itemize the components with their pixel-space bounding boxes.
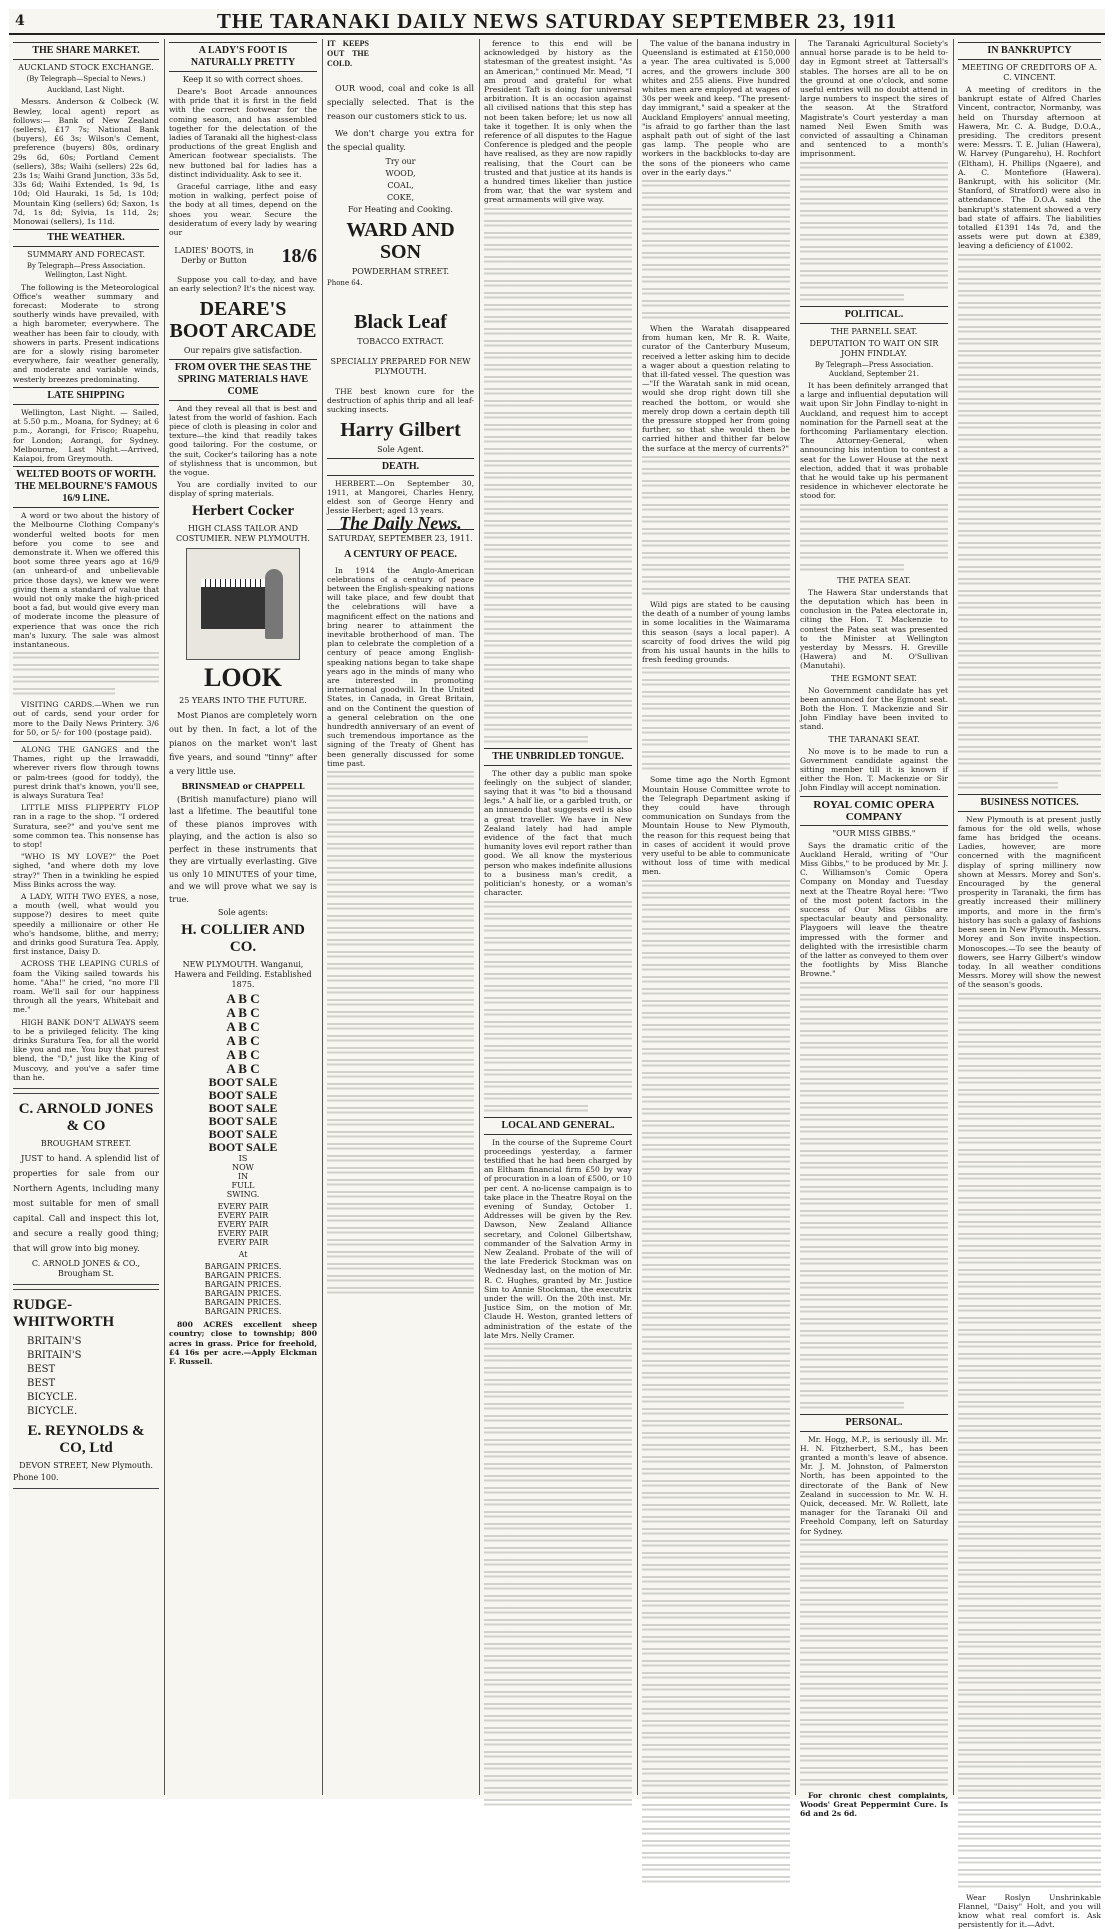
boot-sale-block: BOOT SALE BOOT SALE BOOT SALE BOOT SALE BOOT SALE BOOT SALE xyxy=(208,1075,278,1155)
extra-charge-text: We don't charge you extra for the special quality. xyxy=(327,128,474,152)
political-heading: POLITICAL. xyxy=(800,306,948,324)
cordially-text: You are cordially invited to our display of spring materials. xyxy=(169,480,317,499)
death-notice: HERBERT.—On September 30, 1911, at Mangorei, Charles Henry, eldest son of George Henry and Jessie Herbert; aged 13 years. xyxy=(327,478,474,516)
editorial-date: SATURDAY, SEPTEMBER 23, 1911. xyxy=(328,533,473,543)
rudge-whitworth-ad xyxy=(13,1289,159,1489)
collier-name: H. COLLIER AND CO. xyxy=(181,922,305,956)
lady-foot-heading: A LADY'S FOOT IS NATURALLY PRETTY xyxy=(169,42,317,72)
egmont-heading: THE EGMONT SEAT. xyxy=(831,673,917,683)
ad-lady: A LADY, WITH TWO EYES, a nose, a mouth (well, what would you suppose?) desires to meet quite speedily a millionaire or other He who's handsome, blithe, and merry; and drinks good Suratura Tea. Apply, first instance, Daisy D. xyxy=(13,892,159,957)
reynolds-phone: Phone 100. xyxy=(13,1473,59,1483)
column-4 xyxy=(484,39,632,1795)
coal-label: COAL, xyxy=(387,181,414,190)
column-7 xyxy=(958,39,1101,1929)
local-general-heading: LOCAL AND GENERAL. xyxy=(484,1117,632,1135)
personal-text: Mr. Hogg, M.P., is seriously ill. Mr. H. N. Fitzherbert, S.M., has been granted a month's leave of absence. Mr. J. M. Johnston, of Palmerston North, has been appointed to the directorate of the Bank of New Zealand in succession to Mr. W. H. Quick, deceased. Mr. W. Rollett, late manager for the Taranaki Oil and Freehold Company, left on Saturday for Sydney. xyxy=(800,1434,948,1536)
ad-hunk: HIGH BANK DON'T ALWAYS seem to be a privileged felicity. The king drinks Suratura Tea, for all the world like you and me. You buy that purest blend, the "D," just like the King of Muscovy, and you've a safer time than he. xyxy=(13,1017,159,1082)
ward-phone: Phone 64. xyxy=(327,279,363,287)
weather-heading: THE WEATHER. xyxy=(13,229,159,247)
weather-subheading: SUMMARY AND FORECAST. xyxy=(27,250,145,260)
heating-label: For Heating and Cooking. xyxy=(348,205,453,214)
century-heading: A CENTURY OF PEACE. xyxy=(344,548,457,560)
visiting-cards-notice: VISITING CARDS.—When we run out of cards, send your order for more to the Daily News Printery. 3/6 for 50, or 5/- for 100 (postage paid). xyxy=(13,700,159,737)
business-notices-text: New Plymouth is at present justly famous for the old wells, whose fame has bridged the oceans. Ladies, however, are more concerned with the magnificent display of spring millinery now shown at Messrs. Morey and Son's. Encouraged by the general prosperity in Taranaki, the firm has greatly increased their millinery imports, and more in the firm's history has such a galaxy of fashions been seen in New Plymouth. Messrs. Morey and Son invite inspection. Monoscopes.—To see the beauty of flowers, see Harry Gilbert's window today. In all weather conditions Messrs. Morey will show the newest of the season's goods. xyxy=(958,814,1101,990)
bankruptcy-heading: IN BANKRUPTCY xyxy=(958,42,1101,60)
wood-label: WOOD, xyxy=(385,169,416,178)
comic-opera-sub: "OUR MISS GIBBS." xyxy=(832,828,916,838)
parnell-byline: By Telegraph—Press Association. Auckland, September 21. xyxy=(814,360,934,378)
bankruptcy-text: A meeting of creditors in the bankrupt estate of Alfred Charles Vincent, contractor, Normanby, was held on Thursday afternoon at Hawera, Mr. C. A. Budge, D.O.A., presiding. The creditors present were: Messrs. T. E. Julian (Hawera), W. Harvey (Pungarehu), H. Rochfort (Eltham), H. Phillips (Ngaere), and A. C. Montefiore (Hawera). Bankrupt, with his solicitor (Mr. Stanford, of Stratford) were also in attendance. The D.O.A. said the bankrupt's statement showed a very bad state of affairs. The liabilities totalled £1391 14s 7d, and the assets were put down at £389, leaving a deficiency of £1002. xyxy=(958,85,1101,251)
taranaki-heading: THE TARANAKI SEAT. xyxy=(828,734,920,744)
share-report: Messrs. Anderson & Colbeck (W. Bewley, local agent) report as follows:— Bank of New Zealand (sellers), £17 7s; National Bank (buyers), £6 3s; Wilson's Cement, preference (buyers) 80s, ordinary 29s 6d, 60s; Portland Cement (sellers), 38s; Waihi (sellers) 22s 6d, 23s 1s; Waihi Grand Junction, 33s 5d, 33s 6d; Waihi Extended, 1s 9d, 1s 10d; Old Hauraki, 1s 5d, 1s 10d; Mountain King (sellers) 6d; Saxon, 1s 7d, 1s 8d; Sylvia, 1s 11d, 2s; Monowai (sellers), 1s 11d. xyxy=(13,97,159,227)
harry-gilbert: Harry Gilbert xyxy=(340,418,461,441)
deare-tagline: Our repairs give satisfaction. xyxy=(183,345,303,355)
dateline: Auckland, Last Night. xyxy=(47,86,125,95)
herbert-cocker: Herbert Cocker xyxy=(191,502,295,519)
bankruptcy-sub: MEETING OF CREDITORS OF A. C. VINCENT. xyxy=(961,63,1098,82)
column-3 xyxy=(327,39,474,1795)
column-rule xyxy=(322,39,323,1795)
newspaper-page xyxy=(9,8,1105,1929)
roslyn-flannel-ad: Wear Roslyn Unshrinkable Flannel, "Daisy" Holt, and you will know what real comfort is. Ask persistently for it.—Advt. xyxy=(958,1892,1101,1929)
keeps-out-cold: IT KEEPS OUT THE COLD. xyxy=(327,39,369,68)
byline: (By Telegraph—Special to News.) xyxy=(26,75,146,83)
every-pair-block: EVERY PAIR EVERY PAIR EVERY PAIR EVERY PAIR EVERY PAIR xyxy=(217,1202,269,1248)
specially-prepared: SPECIALLY PREPARED FOR NEW PLYMOUTH. xyxy=(330,357,471,376)
wild-pigs-text: Wild pigs are stated to be causing the death of a number of young lambs in some localities in the Waimarama this season (says a local paper). A scarcity of food drives the wild pig from his usual haunts in the hills to fresh feeding grounds. xyxy=(642,599,790,665)
page-number: 4 xyxy=(15,13,25,29)
overseas-text: And they reveal all that is best and latest from the world of fashion. Each piece of cloth is pleasing in color and texture—the kind that readily takes good tailoring. For the costume, or the suit, Cocker's tailoring has a note of stylishness that is uncommon, but the vogue. xyxy=(169,403,317,478)
column-rule xyxy=(164,39,165,1795)
arnold-jones-name: C. ARNOLD JONES & CO xyxy=(18,1101,154,1135)
column-6 xyxy=(800,39,948,1819)
coke-label: COKE, xyxy=(386,193,415,202)
arbitration-continued: ference to this end will be acknowledged by history as the statesman of the greatest insight. "As an American," continued Mr. Mead, "I am proud and grateful for what President Taft is doing for universal arbitration. It is an occasion against all civilised nations that this step has not been taken before; let us now all take it together. It is only when the reference of all disputes to the Hague Conference is pledged and the people have realised, as they are now rapidly realising, that the Court can be trusted and that justice at its hands is a hundred times likelier than justice from war, that the war system and great armaments will give way. xyxy=(484,39,632,205)
ad-curls: ACROSS THE LEAPING CURLS of foam the Viking sailed towards his home. "Aha!" he cried, "no more I'll roam. We'll sail for our happiness through all the years, Whitebait and me." xyxy=(13,959,159,1015)
try-label: Try our xyxy=(385,157,416,166)
business-notices-heading: BUSINESS NOTICES. xyxy=(958,794,1101,812)
at-label: At xyxy=(238,1250,248,1260)
aphis-text: THE best known cure for the destruction of aphis thrip and all leaf-sucking insects. xyxy=(327,387,474,415)
arnold-jones-ad xyxy=(13,1093,159,1285)
ladies-boots-price-row xyxy=(169,241,317,271)
tobacco-extract: TOBACCO EXTRACT. xyxy=(357,337,444,346)
weather-byline: By Telegraph—Press Association. Wellington, Last Night. xyxy=(26,262,146,280)
column-rule xyxy=(479,39,480,1795)
chest-complaints-ad: For chronic chest complaints, Woods' Great Peppermint Cure. Is 6d and 2s 6d. xyxy=(800,1790,948,1819)
sole-agent: Sole Agent. xyxy=(377,444,424,454)
lady-foot-lead: Keep it so with correct shoes. xyxy=(182,75,304,84)
welted-boots-text: A word or two about the history of the Melbourne Clothing Company's wonderful welted boots for men before you come to see and demonstrate it. When we offered this boot some three years ago at 16/9 (an unheard-of and unbelievable price those days), we knew we were giving them a standard of value that would not only make the high-priced boot a fad, but would give every man of moderate income the pleasure of experience that was once the rich man's luxury. The sale was almost instantaneous. xyxy=(13,511,159,649)
comic-opera-heading: ROYAL COMIC OPERA COMPANY xyxy=(800,796,948,826)
agricultural-text: The Taranaki Agricultural Society's annual horse parade is to be held to-day in Egmont street at Tattersall's stables. The horses are all to be on the ground at one o'clock, and some useful entries will no doubt attend in large numbers to inspect the sires of the season. At the Stratford Magistrate's Court yesterday a man named Neil Ewen Smith was convicted of assaulting a Chinaman and sentenced to a month's imprisonment. xyxy=(800,39,948,159)
sole-agents-label: Sole agents: xyxy=(218,908,268,918)
parnell-sub: DEPUTATION TO WAIT ON SIR JOHN FINDLAY. xyxy=(809,338,939,358)
taranaki-text: No move is to be made to run a Government candidate against the sitting member till it is known if either the Hon. T. Mackenzie or Sir John Findlay will accept nomination. xyxy=(800,746,948,793)
column-rule xyxy=(637,39,638,1795)
suppose-text: Suppose you call to-day, and have an early selection? It's the nicest way. xyxy=(169,275,317,294)
shipping-heading: LATE SHIPPING xyxy=(13,387,159,405)
daily-news-nameplate: The Daily News. xyxy=(327,519,474,529)
masthead xyxy=(9,9,1105,35)
personal-heading: PERSONAL. xyxy=(800,1414,948,1432)
shipping-report: Wellington, Last Night. — Sailed, at 5.50 p.m., Moana, for Sydney; at 6 p.m., Aorangi, for Frisco; Ruapehu, for London; Aorangi, for Sydney. Melbourne, Last Night.—Arrived, Kaiapoi, from Greymouth. xyxy=(13,407,159,463)
rudge-lines: BRITAIN'S BRITAIN'S BEST BEST BICYCLE. BICYCLE. xyxy=(27,1336,82,1418)
ladies-boots-price: 18/6 xyxy=(281,245,317,268)
patea-text: The Hawera Star understands that the deputation which has been in conclusion in the Patea electorate in, citing the Hon. T. Mackenzie to contest the Patea seat was presented to the Minister at Wellington yesterday by Messrs. H. Greville (Hawera) and M. O'Sullivan (Manutahi). xyxy=(800,587,948,671)
piano-illustration xyxy=(186,548,300,660)
coal-text: OUR wood, coal and coke is all specially selected. That is the reason our customers stick to us. xyxy=(327,83,474,121)
acres-ad: 800 ACRES excellent sheep country; close to township; 800 acres in grass. Price for freehold, £4 16s per acre.—Apply Elckman F. Russell. xyxy=(169,1320,317,1366)
ad-ganges: ALONG THE GANGES and the Thames, right up the Irrawaddi, wherever rivers flow through towns or palm-trees (good for toddy), the purest drink that's known, you'll see, is always Suratura Tea! xyxy=(13,744,159,800)
suratura-tea-ads xyxy=(13,741,159,1089)
rudge-whitworth-title: RUDGE-WHITWORTH xyxy=(13,1297,115,1331)
collier-address: NEW PLYMOUTH. Wanganui, Hawera and Feilding. Established 1875. xyxy=(174,960,312,990)
banana-text: The value of the banana industry in Queensland is estimated at £150,000 a year. The area cultivated is 5,000 acres, and the growers include 300 whites and 255 aliens. Five hundred whites men are employed at wages of 30s per week and keep. "The present-day immigrant," said a speaker at the Auckland Employers' annual meeting, "is afraid to go farther than the last asphalt path out of sight of the last gas lamp. The people who are workers in the backblocks to-day are the sons of the pioneers who came over in the early days." xyxy=(642,39,790,177)
look-text: Most Pianos are completely worn out by then. In fact, a lot of the pianos on the market won't last five years, and sound "tinny" after a very little use. xyxy=(169,709,317,776)
local-general-text: In the course of the Supreme Court proceedings yesterday, a farmer testified that he had been charged by an Eltham financial firm £50 by way of procuration in a loan of £500, or 10 per cent. A no-license campaign is to take place in the Theatre Royal on the evening of Sunday, October 1. Addresses will be given by the Rev. Dawson, New Zealand Alliance secretary, and Colonel Gilbertshaw, commander of the Salvation Army in New Zealand. Probate of the will of the late Frederick Stockman was on Wednesday last, on the motion of Mr. R. C. Hughes, granted by Mr. Justice Sim to Annie Stockman, the executrix under the will. On the 20th inst. Mr. Justice Sim, on the motion of Mr. Claude H. Weston, granted letters of administration of the estate of the late Mrs. Nelly Cramer. xyxy=(484,1137,632,1340)
ward-street: POWDERHAM STREET. xyxy=(351,267,450,276)
ward-and-son: WARD AND SON xyxy=(346,219,455,263)
ad-flipperty: LITTLE MISS FLIPPERTY FLOP ran in a rage to the shop. "I ordered Suratura, see?" and you've sent me some common tea. This nonsense has to stop! xyxy=(13,803,159,849)
bargain-prices-block: BARGAIN PRICES. BARGAIN PRICES. BARGAIN PRICES. BARGAIN PRICES. BARGAIN PRICES. BARGAIN PRICES. xyxy=(204,1262,282,1317)
look-sub: 25 YEARS INTO THE FUTURE. xyxy=(179,695,307,705)
welted-boots-heading: WELTED BOOTS OF WORTH. THE MELBOURNE'S FAMOUS 16/9 LINE. xyxy=(13,466,159,508)
column-1 xyxy=(13,39,159,1795)
tongue-heading: THE UNBRIDLED TONGUE. xyxy=(484,748,632,766)
column-rule xyxy=(795,39,796,1795)
arnold-jones-signature: C. ARNOLD JONES & CO., Brougham St. xyxy=(31,1259,141,1279)
cocker-sub: HIGH CLASS TAILOR AND COSTUMIER. NEW PLYMOUTH. xyxy=(176,523,310,543)
column-5 xyxy=(642,39,790,1795)
parnell-heading: THE PARNELL SEAT. xyxy=(830,326,918,336)
brinsmead-chappell: BRINSMEAD or CHAPPELL xyxy=(181,780,305,791)
black-leaf: Black Leaf xyxy=(354,311,447,333)
waratah-text: When the Waratah disappeared from human ken, Mr R. R. Waite, curator of the Canterbury Museum, received a letter asking him to decide a wager about a question relating to that ill-fated vessel. The question was—"If the Waratah sank in mid ocean, would she drop right down till she reached the bottom, or would she merely drop down a certain depth till the pressure stopped her from going further, so that she would then be carried hither and thither far below the surface at the mercy of currents?" xyxy=(642,324,790,453)
overseas-heading: FROM OVER THE SEAS THE SPRING MATERIALS HAVE COME xyxy=(169,359,317,401)
egmont-text: No Government candidate has yet been announced for the Egmont seat. Both the Hon. T. Mackenzie and Sir John Findlay have been invited to stand. xyxy=(800,685,948,732)
mountain-house-text: Some time ago the North Egmont Mountain House Committee wrote to the Telegraph Department asking if they could have through communication on Sundays from the Mountain House to New Plymouth, the reason for this request being that in cases of accident it would prove very useful to be able to communicate without loss of time with medical men. xyxy=(642,775,790,877)
weather-report: The following is the Meteorological Office's weather summary and forecast: Moderate to strong southerly winds have prevailed, with a high barometer, everywhere. The weather has been fair to cloudy, with showers in parts. Present indications are for a slowly rising barometer everywhere, fair weather generally, and moderate and variable winds, westerly breezes predominating. xyxy=(13,282,159,384)
ladies-boots-label: LADIES' BOOTS, in Derby or Button xyxy=(174,246,254,266)
column-2 xyxy=(169,39,317,1795)
newspaper-title: THE TARANAKI DAILY NEWS SATURDAY SEPTEMBER 23, 1911 xyxy=(216,8,898,33)
carriage-text: Graceful carriage, lithe and easy motion in walking, perfect poise of the body at all times, depend on the shoes you wear. Secure the desideratum of every lady by wearing our xyxy=(169,182,317,238)
tongue-text: The other day a public man spoke feelingly on the subject of slander, saying that it was "to bid a thousand legs." A half lie, or a garbled truth, or an innuendo that suggests evil is also a great traveller. We have in New Zealand lately had had ample evidence of the fact that much humanity loves evil report rather than good. We all know the mysterious person who makes indefinite allusions to a business man's credit, a politician's honesty, or a woman's character. xyxy=(484,768,632,898)
reynolds-address: DEVON STREET, New Plymouth. xyxy=(19,1461,153,1471)
abc-block: A B C A B C A B C A B C A B C A B C xyxy=(226,991,260,1077)
comic-opera-text: Says the dramatic critic of the Auckland Herald, writing of "Our Miss Gibbs," to be produced by Mr. J. C. Williamson's Comic Opera Company on Monday and Tuesday next at the Theatre Royal here: "Two of the most potent factors in the success of Our Miss Gibbs are spectacular beauty and personality. Playgoers will leave the theatre impressed with the former and delighted with the irresistible charm of the latter as conveyed to them over the footlights by Miss Blanche Browne." xyxy=(800,840,948,979)
parnell-text: It has been definitely arranged that a large and influential deputation will wait upon Sir John Findlay to-night in Auckland, and request him to accept nomination for the Parnell seat at the forthcoming Parliamentary election. The Attorney-General, when announcing his intention to contest a seat for the Lower House at the next election, added that it was probable that he would take up his permanent residence in whichever electorate he stood for. xyxy=(800,381,948,501)
arnold-jones-street: BROUGHAM STREET. xyxy=(40,1139,132,1149)
patea-heading: THE PATEA SEAT. xyxy=(837,575,911,585)
share-market-heading: THE SHARE MARKET. xyxy=(13,42,159,60)
ad-lover: "WHO IS MY LOVE?" the Poet sighed, "and where doth my love stray?" Then in a twinkling he espied Miss Binks across the way. xyxy=(13,852,159,889)
look-heading: LOOK xyxy=(203,662,282,692)
exchange-subheading: AUCKLAND STOCK EXCHANGE. xyxy=(18,63,154,72)
is-now-block: IS NOW IN FULL SWING. xyxy=(226,1154,260,1200)
century-text: In 1914 the Anglo-American celebrations of a century of peace between the English-speaking nations will take place, and few doubt that the celebrations will have a magnificent effect on the nations and bring nearer to attainment the inevitable brotherhood of man. The plan to celebrate the completion of a century of peace among English-speaking nations began to take shape years ago in the minds of many who are interested in promoting international goodwill. In the United States, in Canada, in Great Britain, and on the Continent the question of a general celebration on the one hundredth anniversary of an event of such tremendous importance as the signing of the Treaty of Ghent has been generally discussed for some time past. xyxy=(327,565,474,768)
deare-boot-arcade: DEARE'S BOOT ARCADE xyxy=(169,297,317,342)
arnold-jones-text: JUST to hand. A splendid list of properties for sale from our Northern Agents, including many most suitable for men of small capital. Call and inspect this lot, and secure a really good thing; that will grow into big money. xyxy=(13,1153,159,1254)
death-heading: DEATH. xyxy=(327,458,474,476)
brinsmead-text: (British manufacture) piano will last a lifetime. The beautiful tone of these pianos improves with playing, and the action is also so perfect in these instruments that they are virtually everlasting. Give us only 10 MINUTES of your time, and we will prove what we say is true. xyxy=(169,793,317,904)
column-rule xyxy=(953,39,954,1795)
lady-foot-text: Deare's Boot Arcade announces with pride that it is first in the field with the correct footwear for the coming season, and has assembled together for the delectation of the ladies of Taranaki all the highest-class productions of the great English and American footwear specialists. The new buttoned bal for ladies has a distinct individuality. Ask to see it. xyxy=(169,87,317,179)
reynolds-name: E. REYNOLDS & CO, Ltd xyxy=(27,1423,145,1457)
